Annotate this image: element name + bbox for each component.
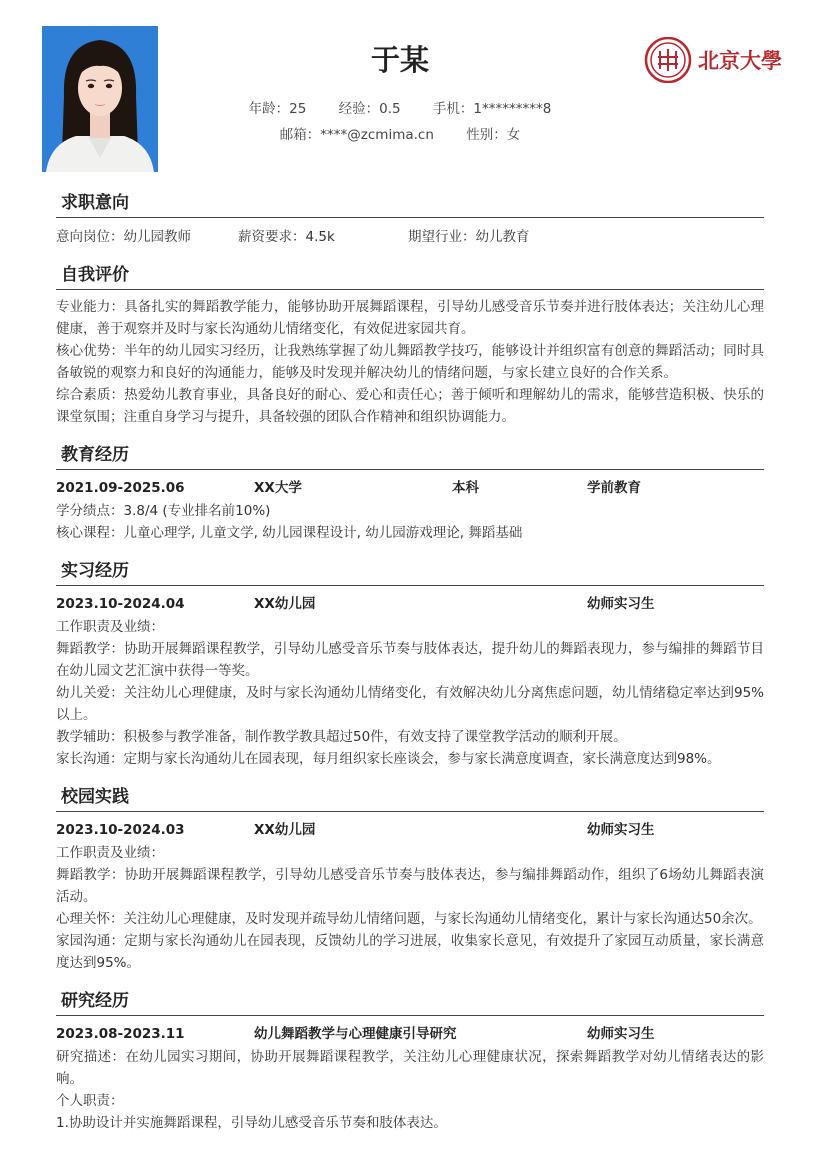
campus-role: 幼师实习生 (587, 822, 655, 838)
gender-info: 性别：女 (466, 127, 521, 143)
section-title: 研究经历 (56, 984, 764, 1016)
internship-line: 幼儿关爱：关注幼儿心理健康，及时与家长沟通幼儿情绪变化，有效解决幼儿分离焦虑问题，幼儿情绪稳定率达到95%以上。 (56, 685, 764, 723)
age-info: 年龄：25 (248, 101, 307, 117)
education-degree: 本科 (452, 480, 479, 496)
research-date: 2023.08-2023.11 (56, 1026, 185, 1042)
research-line: 个人职责： (56, 1093, 124, 1109)
research-project: 幼儿舞蹈教学与心理健康引导研究 (254, 1026, 457, 1042)
intent-salary: 薪资要求：4.5k (238, 229, 335, 245)
internship-header-row (56, 592, 764, 616)
email-info: 邮箱：****@zcmima.cn (279, 127, 434, 143)
research-role: 幼师实习生 (587, 1026, 655, 1042)
internship-line: 教学辅助：积极参与教学准备，制作教学教具超过50件，有效支持了课堂教学活动的顺利开展。 (56, 729, 627, 745)
campus-line: 工作职责及业绩： (56, 845, 164, 861)
resume-content (56, 186, 764, 1144)
intent-industry: 期望行业：幼儿教育 (408, 229, 530, 245)
basic-info-row-2 (0, 123, 800, 143)
education-section (56, 438, 764, 544)
section-title: 校园实践 (56, 780, 764, 812)
self-eval-paragraph: 专业能力：具备扎实的舞蹈教学能力，能够协助开展舞蹈课程，引导幼儿感受音乐节奏并进行肢体表达；关注幼儿心理健康，善于观察并及时与家长沟通幼儿情绪变化，有效促进家园共育。 (56, 299, 764, 337)
education-school: XX大学 (254, 480, 302, 496)
education-line: 学分绩点：3.8/4 (专业排名前10%) (56, 503, 271, 519)
intent-section (56, 186, 764, 248)
phone-info: 手机：1*********8 (432, 101, 552, 117)
internship-section (56, 554, 764, 770)
education-major: 学前教育 (587, 480, 641, 496)
internship-line: 家长沟通：定期与家长沟通幼儿在园表现，每月组织家长座谈会，参与家长满意度调查，家长满意度达到98%。 (56, 751, 721, 767)
education-header-row (56, 476, 764, 500)
campus-line: 家园沟通：定期与家长沟通幼儿在园表现，反馈幼儿的学习进展，收集家长意见，有效提升了家园互动质量，家长满意度达到95%。 (56, 933, 764, 971)
research-header-row (56, 1022, 764, 1046)
research-line: 1.协助设计并实施舞蹈课程，引导幼儿感受音乐节奏和肢体表达。 (56, 1115, 447, 1131)
experience-info: 经验：0.5 (338, 101, 401, 117)
internship-line: 工作职责及业绩： (56, 619, 164, 635)
self-eval-section (56, 258, 764, 428)
education-date: 2021.09-2025.06 (56, 480, 185, 496)
logo-text: 北京大學 (698, 48, 782, 73)
campus-line: 舞蹈教学：协助开展舞蹈课程教学，引导幼儿感受音乐节奏与肢体表达，参与编排舞蹈动作，组织了6场幼儿舞蹈表演活动。 (56, 867, 764, 905)
internship-date: 2023.10-2024.04 (56, 596, 185, 612)
section-title: 教育经历 (56, 438, 764, 470)
section-title: 求职意向 (56, 186, 764, 218)
internship-org: XX幼儿园 (254, 596, 316, 612)
campus-line: 心理关怀：关注幼儿心理健康，及时发现并疏导幼儿情绪问题，与家长沟通幼儿情绪变化，累计与家长沟通达50余次。 (56, 911, 762, 927)
self-eval-paragraph: 综合素质：热爱幼儿教育事业，具备良好的耐心、爱心和责任心；善于倾听和理解幼儿的需求，能够营造积极、快乐的课堂氛围；注重自身学习与提升，具备较强的团队合作精神和组织协调能力。 (56, 387, 764, 425)
campus-header-row (56, 818, 764, 842)
candidate-name: 于某 (370, 43, 429, 77)
internship-role: 幼师实习生 (587, 596, 655, 612)
campus-section (56, 780, 764, 974)
internship-line: 舞蹈教学：协助开展舞蹈课程教学，引导幼儿感受音乐节奏与肢体表达，提升幼儿的舞蹈表现力，参与编排的舞蹈节目在幼儿园文艺汇演中获得一等奖。 (56, 641, 764, 679)
self-eval-paragraph: 核心优势：半年的幼儿园实习经历，让我熟练掌握了幼儿舞蹈教学技巧，能够设计并组织富有创意的舞蹈活动；同时具备敏锐的观察力和良好的沟通能力，能够及时发现并解决幼儿的情绪问题，与家长建立良好的合作关系。 (56, 343, 764, 381)
education-line: 核心课程：儿童心理学, 儿童文学, 幼儿园课程设计, 幼儿园游戏理论, 舞蹈基础 (56, 525, 523, 541)
campus-date: 2023.10-2024.03 (56, 822, 185, 838)
research-line: 研究描述：在幼儿园实习期间，协助开展舞蹈课程教学，关注幼儿心理健康状况，探索舞蹈教学对幼儿情绪表达的影响。 (56, 1049, 764, 1087)
section-title: 自我评价 (56, 258, 764, 290)
research-section (56, 984, 764, 1134)
intent-position: 意向岗位：幼儿园教师 (56, 229, 191, 245)
section-title: 实习经历 (56, 554, 764, 586)
campus-org: XX幼儿园 (254, 822, 316, 838)
basic-info-row-1 (0, 97, 800, 117)
